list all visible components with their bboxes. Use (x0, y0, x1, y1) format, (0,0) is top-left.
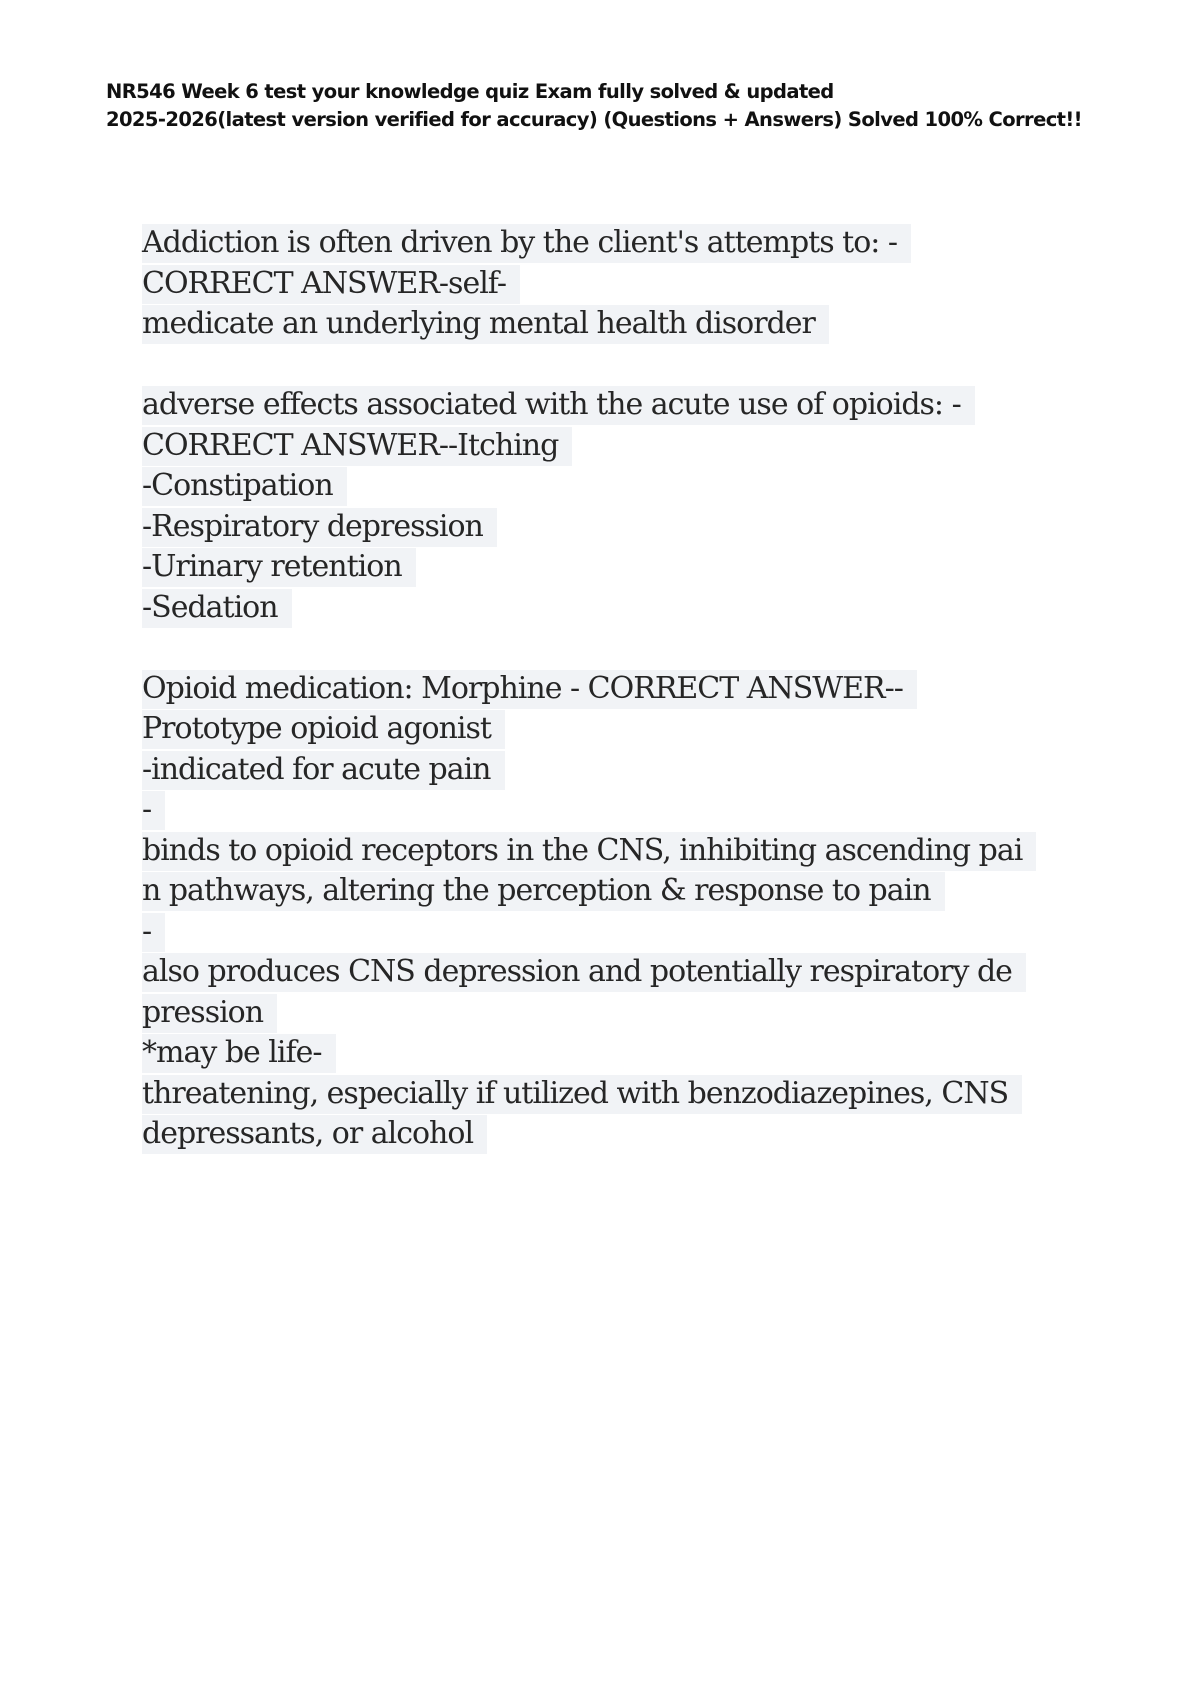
text-line-content: n pathways, altering the perception & response to pain (142, 872, 945, 911)
text-line-content: Prototype opioid agonist (142, 710, 505, 749)
text-line-content: Opioid medication: Morphine - CORRECT ANSWER-- (142, 670, 917, 709)
qa-block-addiction (142, 223, 1072, 345)
text-line (142, 426, 1072, 467)
text-line-content: threatening, especially if utilized with benzodiazepines, CNS (142, 1075, 1022, 1114)
text-line (142, 790, 1072, 831)
text-line (142, 223, 1072, 264)
text-line (142, 993, 1072, 1034)
text-line-content: depressants, or alcohol (142, 1115, 487, 1154)
text-line (142, 709, 1072, 750)
header-line-1: NR546 Week 6 test your knowledge quiz Exam fully solved & updated (106, 80, 834, 103)
text-line-content: also produces CNS depression and potentially respiratory de (142, 953, 1026, 992)
text-line-content: -Sedation (142, 589, 292, 628)
text-line (142, 871, 1072, 912)
text-line (142, 1033, 1072, 1074)
text-line (142, 750, 1072, 791)
qa-block-opioid-adverse-effects (142, 385, 1072, 628)
text-line-content: Addiction is often driven by the client's attempts to: - (142, 224, 911, 263)
text-line (142, 588, 1072, 629)
text-line (142, 385, 1072, 426)
text-line (142, 669, 1072, 710)
text-line-content: CORRECT ANSWER--Itching (142, 427, 572, 466)
qa-content (142, 223, 1072, 1195)
document-header (106, 78, 1106, 134)
text-line (142, 1074, 1072, 1115)
text-line (142, 952, 1072, 993)
text-line (142, 507, 1072, 548)
text-line (142, 912, 1072, 953)
qa-block-morphine (142, 669, 1072, 1155)
text-line (142, 264, 1072, 305)
text-line-content: *may be life- (142, 1034, 336, 1073)
text-line-content: CORRECT ANSWER-self- (142, 265, 520, 304)
text-line (142, 547, 1072, 588)
text-line (142, 1114, 1072, 1155)
text-line-content: -Respiratory depression (142, 508, 497, 547)
text-line (142, 466, 1072, 507)
header-line-2: 2025-2026(latest version verified for accuracy) (Questions + Answers) Solved 100% Correct!! (106, 108, 1082, 131)
text-line-content: adverse effects associated with the acute use of opioids: - (142, 386, 975, 425)
text-line-content: - (142, 913, 165, 952)
text-line (142, 831, 1072, 872)
text-line-content: -Constipation (142, 467, 347, 506)
text-line-content: medicate an underlying mental health disorder (142, 305, 829, 344)
text-line-content: -Urinary retention (142, 548, 416, 587)
text-line-content: binds to opioid receptors in the CNS, inhibiting ascending pai (142, 832, 1036, 871)
text-line-content: pression (142, 994, 277, 1033)
text-line-content: - (142, 791, 165, 830)
text-line-content: -indicated for acute pain (142, 751, 505, 790)
text-line (142, 304, 1072, 345)
